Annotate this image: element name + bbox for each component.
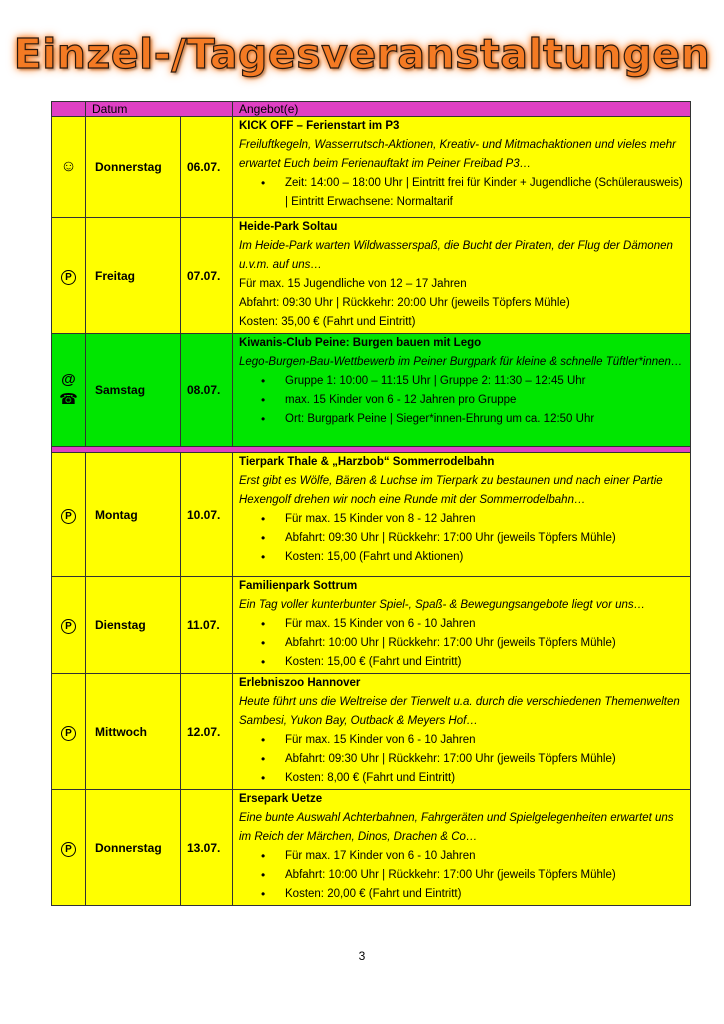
parking-icon: P bbox=[61, 842, 76, 857]
list-item: • Für max. 17 Kinder von 6 - 10 Jahren bbox=[285, 847, 686, 866]
event-description: Heute führt uns die Weltreise der Tierwelt u.a. durch die verschiedenen Themenwelten Sambesi, Yukon Bay, Outback & Meyers Hof… bbox=[239, 696, 680, 727]
list-item: • Für max. 15 Kinder von 8 - 12 Jahren bbox=[285, 510, 686, 529]
event-icon-cell bbox=[52, 674, 86, 790]
event-offer bbox=[233, 218, 691, 334]
list-item: • Ort: Burgpark Peine | Sieger*innen-Ehrung um ca. 12:50 Uhr bbox=[285, 410, 686, 429]
event-row bbox=[52, 577, 691, 674]
parking-icon: P bbox=[61, 270, 76, 285]
event-bullet-list bbox=[239, 847, 686, 904]
event-bullet-list bbox=[239, 174, 686, 212]
phone-icon: ☎ bbox=[59, 391, 78, 408]
event-day: Montag bbox=[86, 453, 181, 577]
list-item: • Zeit: 14:00 – 18:00 Uhr | Eintritt frei für Kinder + Jugendliche (Schülerausweis) | Eintritt Erwachsene: Normaltarif bbox=[285, 174, 686, 212]
header-angebot: Angebot(e) bbox=[233, 102, 691, 117]
event-offer bbox=[233, 117, 691, 218]
event-row bbox=[52, 790, 691, 906]
event-offer bbox=[233, 577, 691, 674]
event-icon-cell bbox=[52, 334, 86, 447]
event-icon-cell bbox=[52, 577, 86, 674]
event-offer bbox=[233, 334, 691, 447]
list-item: • max. 15 Kinder von 6 - 12 Jahren pro Gruppe bbox=[285, 391, 686, 410]
list-item: • Abfahrt: 10:00 Uhr | Rückkehr: 17:00 Uhr (jeweils Töpfers Mühle) bbox=[285, 866, 686, 885]
parking-icon: P bbox=[61, 619, 76, 634]
event-title: Kiwanis-Club Peine: Burgen bauen mit Lego bbox=[239, 337, 482, 349]
events-table bbox=[51, 101, 691, 906]
list-item: • Abfahrt: 09:30 Uhr | Rückkehr: 17:00 Uhr (jeweils Töpfers Mühle) bbox=[285, 529, 686, 548]
smiley-icon: ☺ bbox=[60, 158, 77, 175]
event-description: Ein Tag voller kunterbunter Spiel-, Spaß- & Bewegungsangebote liegt vor uns… bbox=[239, 599, 646, 611]
header-icon-cell bbox=[52, 102, 86, 117]
list-item: • Abfahrt: 09:30 Uhr | Rückkehr: 17:00 Uhr (jeweils Töpfers Mühle) bbox=[285, 750, 686, 769]
event-date: 10.07. bbox=[181, 453, 233, 577]
event-offer bbox=[233, 790, 691, 906]
event-description: Lego-Burgen-Bau-Wettbewerb im Peiner Burgpark für kleine & schnelle Tüftler*innen… bbox=[239, 356, 683, 368]
event-bullet-list bbox=[239, 510, 686, 567]
event-title: Familienpark Sottrum bbox=[239, 580, 358, 592]
event-detail-line: Kosten: 35,00 € (Fahrt und Eintritt) bbox=[239, 316, 416, 328]
header-datum: Datum bbox=[86, 102, 233, 117]
event-date: 07.07. bbox=[181, 218, 233, 334]
list-item: • Kosten: 20,00 € (Fahrt und Eintritt) bbox=[285, 885, 686, 904]
event-row bbox=[52, 117, 691, 218]
page-title: Einzel-/Tagesveranstaltungen bbox=[13, 30, 711, 78]
list-item: • Für max. 15 Kinder von 6 - 10 Jahren bbox=[285, 615, 686, 634]
event-detail-line: Abfahrt: 09:30 Uhr | Rückkehr: 20:00 Uhr (jeweils Töpfers Mühle) bbox=[239, 297, 570, 309]
event-row bbox=[52, 334, 691, 447]
event-date: 12.07. bbox=[181, 674, 233, 790]
list-item: • Für max. 15 Kinder von 6 - 10 Jahren bbox=[285, 731, 686, 750]
page-number: 3 bbox=[358, 949, 366, 963]
event-date: 06.07. bbox=[181, 117, 233, 218]
event-day: Dienstag bbox=[86, 577, 181, 674]
event-description: Erst gibt es Wölfe, Bären & Luchse im Tierpark zu bestaunen und nach einer Partie Hexengolf drehen wir noch eine Runde mit der Sommerrodelbahn… bbox=[239, 475, 663, 506]
event-bullet-list bbox=[239, 372, 686, 429]
event-date: 11.07. bbox=[181, 577, 233, 674]
event-row bbox=[52, 674, 691, 790]
list-item: • Kosten: 15,00 (Fahrt und Aktionen) bbox=[285, 548, 686, 567]
event-offer bbox=[233, 453, 691, 577]
at-icon: @ bbox=[61, 371, 76, 388]
event-title: KICK OFF – Ferienstart im P3 bbox=[239, 120, 400, 132]
event-day: Freitag bbox=[86, 218, 181, 334]
event-title: Tierpark Thale & „Harzbob“ Sommerrodelbahn bbox=[239, 456, 495, 468]
event-description: Eine bunte Auswahl Achterbahnen, Fahrgeräten und Spielgelegenheiten erwartet uns im Reich der Märchen, Dinos, Drachen & Co… bbox=[239, 812, 674, 843]
event-icon-cell bbox=[52, 218, 86, 334]
event-title: Heide-Park Soltau bbox=[239, 221, 338, 233]
list-item: • Kosten: 8,00 € (Fahrt und Eintritt) bbox=[285, 769, 686, 788]
table-header-row bbox=[52, 102, 691, 117]
event-day: Samstag bbox=[86, 334, 181, 447]
parking-icon: P bbox=[61, 509, 76, 524]
event-date: 08.07. bbox=[181, 334, 233, 447]
event-row bbox=[52, 453, 691, 577]
event-detail-line: Für max. 15 Jugendliche von 12 – 17 Jahren bbox=[239, 278, 467, 290]
event-bullet-list bbox=[239, 731, 686, 788]
event-day: Mittwoch bbox=[86, 674, 181, 790]
event-date: 13.07. bbox=[181, 790, 233, 906]
event-title: Ersepark Uetze bbox=[239, 793, 323, 805]
event-icon-cell bbox=[52, 117, 86, 218]
event-offer bbox=[233, 674, 691, 790]
event-row bbox=[52, 218, 691, 334]
list-item: • Abfahrt: 10:00 Uhr | Rückkehr: 17:00 Uhr (jeweils Töpfers Mühle) bbox=[285, 634, 686, 653]
event-day: Donnerstag bbox=[86, 790, 181, 906]
event-title: Erlebniszoo Hannover bbox=[239, 677, 361, 689]
event-bullet-list bbox=[239, 615, 686, 672]
event-day: Donnerstag bbox=[86, 117, 181, 218]
event-icon-cell bbox=[52, 790, 86, 906]
event-description: Im Heide-Park warten Wildwasserspaß, die Bucht der Piraten, der Flug der Dämonen u.v.m. auf uns… bbox=[239, 240, 673, 271]
list-item: • Kosten: 15,00 € (Fahrt und Eintritt) bbox=[285, 653, 686, 672]
list-item: • Gruppe 1: 10:00 – 11:15 Uhr | Gruppe 2: 11:30 – 12:45 Uhr bbox=[285, 372, 686, 391]
event-icon-cell bbox=[52, 453, 86, 577]
event-description: Freiluftkegeln, Wasserrutsch-Aktionen, Kreativ- und Mitmachaktionen und vieles mehr erwartet Euch beim Ferienauftakt im Peiner Freibad P3… bbox=[239, 139, 676, 170]
parking-icon: P bbox=[61, 726, 76, 741]
